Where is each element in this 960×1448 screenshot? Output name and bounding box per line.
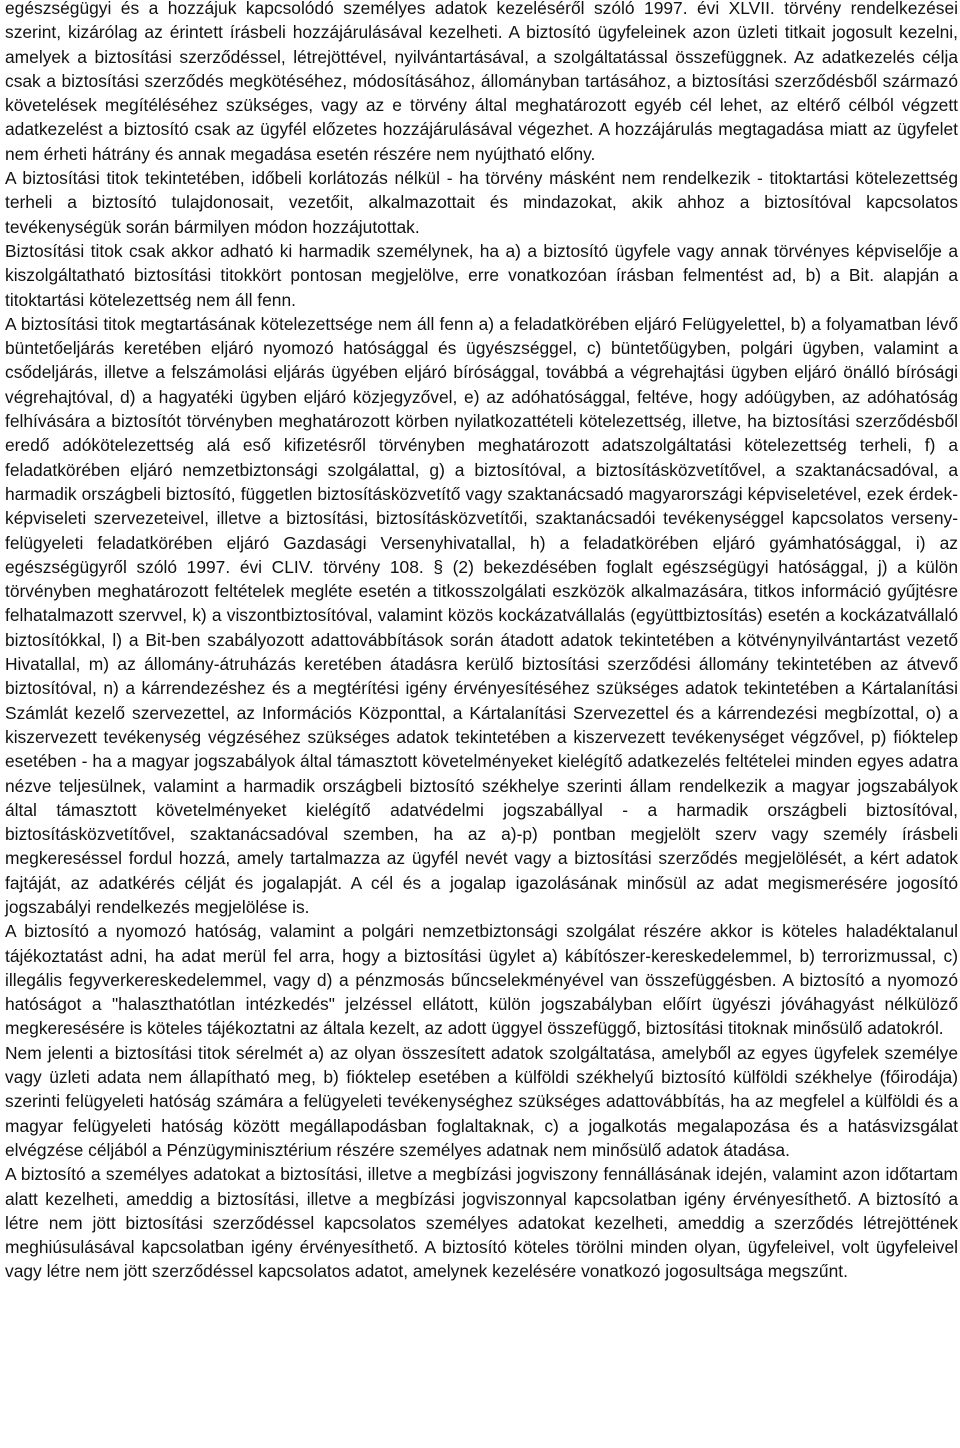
paragraph-disclosure-conditions: Biztosítási titok csak akkor adható ki harmadik személynek, ha a) a biztosító ügyfele vagy annak törvényes képviselője a kiszolgáltatható biztosítási titokkört pontosan megjelölve, erre vonatkozóan írásban felmentést ad, b) a Bit. alapján a titoktartási kötelezettség nem áll fenn. [5,240,958,310]
paragraph-retention-period: A biztosító a személyes adatokat a biztosítási, illetve a megbízási jogviszony fennállásának idején, valamint azon időtartam alatt kezelheti, ameddig a biztosítási, illetve a megbízási jogviszonnyal kapcsolatban igény érvényesíthető. A biztosító a létre nem jött biztosítási szerződéssel kapcsolatos személyes adatokat kezelheti, ameddig a szerződés létrejöttének meghiúsulásával kapcsolatban igény érvényesíthető. A biztosító köteles törölni minden olyan, ügyfeleivel, volt ügyfeleivel vagy létre nem jött szerződéssel kapcsolatos adatot, amelynek kezelésére vonatkozó jogosultsága megszűnt. [5,1164,958,1282]
document-page [5,0,958,1284]
paragraph-not-breach: Nem jelenti a biztosítási titok sérelmét a) az olyan összesített adatok szolgáltatása, amelyből az egyes ügyfelek személye vagy üzleti adata nem állapítható meg, b) fióktelep esetében a külföldi székhelyű biztosító külföldi székhelye (főirodája) szerinti felügyeleti hatóság számára a felügyeleti tevékenységhez szükséges adattovábbítás, ha az megfelel a külföldi és a magyar felügyeleti hatóság között megállapodásban foglaltaknak, c) a jogalkotás megalapozása és a hatásvizsgálat elvégzése céljából a Pénzügyminisztérium részére személyes adatnak nem minősülő adatok átadása. [5,1042,958,1160]
paragraph-reporting-duty: A biztosító a nyomozó hatóság, valamint a polgári nemzetbiztonsági szolgálat részére akkor is köteles haladéktalanul tájékoztatást adni, ha adat merül fel arra, hogy a biztosítási ügylet a) kábítószer-kereskedelemmel, b) terrorizmussal, c) illegális fegyverkereskedelemmel, vagy d) a pénzmosás bűncselekményével van összefüggésben. A biztosító a nyomozó hatóságot a "halaszthatótlan intézkedés" jelzéssel ellátott, külön jogszabályban előírt ügyészi jóváhagyást nélkülöző megkeresésére is köteles tájékoztatni az általa kezelt, az adott üggyel összefüggő, biztosítási titoknak minősülő adatokról. [5,921,958,1039]
paragraph-data-processing: egészségügyi és a hozzájuk kapcsolódó személyes adatok kezeléséről szóló 1997. évi XLVII. törvény rendelkezései szerint, kizárólag az érintett írásbeli hozzájárulásával kezelheti. A biztosító ügyfeleinek azon üzleti titkait jogosult kezelni, amelyek a biztosítási szerződéssel, létrejöttével, nyilvántartásával, a szolgáltatással összefüggnek. Az adatkezelés célja csak a biztosítási szerződés megkötéséhez, módosításához, állományban tartásához, a biztosítási szerződésből származó követelések megítéléséhez szükséges, vagy az e törvény által meghatározott egyéb cél lehet, az eltérő célból végzett adatkezelést a biztosító csak az ügyfél előzetes hozzájárulásával végezhet. A hozzájárulás megtagadása miatt az ügyfelet nem érheti hátrány és annak megadása esetén részére nem nyújtható előny. [5,0,958,164]
paragraph-confidentiality-obligation: A biztosítási titok tekintetében, időbeli korlátozás nélkül - ha törvény másként nem rendelkezik - titoktartási kötelezettség terheli a biztosító tulajdonosait, vezetőit, alkalmazottait és mindazokat, akik ahhoz a biztosítóval kapcsolatos tevékenységük során bármilyen módon hozzájutottak. [5,168,958,237]
paragraph-exemptions-list: A biztosítási titok megtartásának kötelezettsége nem áll fenn a) a feladatkörében eljáró Felügyelettel, b) a folyamatban lévő büntetőeljárás keretében eljáró nyomozó hatósággal és ügyészséggel, c) büntetőügyben, polgári ügyben, valamint a csődeljárás, illetve a felszámolási eljárás ügyében eljáró bírósággal, továbbá a végrehajtási ügyben eljáró önálló bírósági végrehajtóval, d) a hagyatéki ügyben eljáró közjegyzővel, e) az adóhatósággal, feltéve, hogy adóügyben, az adóhatóság felhívására a biztosítót törvényben meghatározott körben nyilatkozattételi kötelezettség, illetve, ha biztosítási szerződésből eredő adókötelezettség alá eső kifizetésről törvényben meghatározott adatszolgáltatási kötelezettség terheli, f) a feladatkörében eljáró nemzetbiztonsági szolgálattal, g) a biztosítóval, a biztosításközvetítővel, a szaktanácsadóval, a harmadik országbeli biztosító, független biztosításközvetítő vagy szaktanácsadó magyarországi képviseletével, ezek érdek-képviseleti szervezeteivel, illetve a biztosítási, biztosításközvetítői, szaktanácsadói tevékenységgel kapcsolatos verseny-felügyeleti feladatkörében eljáró Gazdasági Versenyhivatallal, h) a feladatkörében eljáró gyámhatósággal, i) az egészségügyről szóló 1997. évi CLIV. törvény 108. § (2) bekezdésében foglalt egészségügyi hatósággal, j) a külön törvényben meghatározott feltételek megléte esetén a titkosszolgálati eszközök alkalmazására, titkos információ gyűjtésre felhatalmazott szervvel, k) a viszontbiztosítóval, valamint közös kockázatvállalás (együttbiztosítás) esetén a kockázatvállaló biztosítókkal, l) a Bit-ben szabályozott adattovábbítások során átadott adatok tekintetében a kötvénynyilvántartást vezető Hivatallal, m) az állomány-átruházás keretében átadásra kerülő biztosítási szerződési állomány tekintetében az átvevő biztosítóval, n) a kárrendezéshez és a megtérítési igény érvényesítéséhez szükséges adatok tekintetében a Kártalanítási Számlát kezelő szervezettel, az Információs Központtal, a Kártalanítási Szervezettel és a kárrendezési megbízottal, o) a kiszervezett tevékenység végzéséhez szükséges adatok tekintetében a kiszervezett tevékenységet végzővel, p) fióktelep esetében - ha a magyar jogszabályok által támasztott követelményeket kielégítő adatkezelés feltételei minden egyes adatra nézve teljesülnek, valamint a harmadik országbeli biztosító székhelye szerinti állam rendelkezik a magyar jogszabályok által támasztott követelményeket kielégítő adatvédelmi jogszabállyal - a harmadik országbeli biztosítóval, biztosításközvetítővel, szaktanácsadóval szemben, ha az a)-p) pontban megjelölt szerv vagy személy írásbeli megkereséssel fordul hozzá, amely tartalmazza az ügyfél nevét vagy a biztosítási szerződés megjelölését, a kért adatok fajtáját, az adatkérés célját és jogalapját. A cél és a jogalap igazolásának minősül az adat megismerésére jogosító jogszabályi rendelkezés megjelölése is. [5,313,958,917]
